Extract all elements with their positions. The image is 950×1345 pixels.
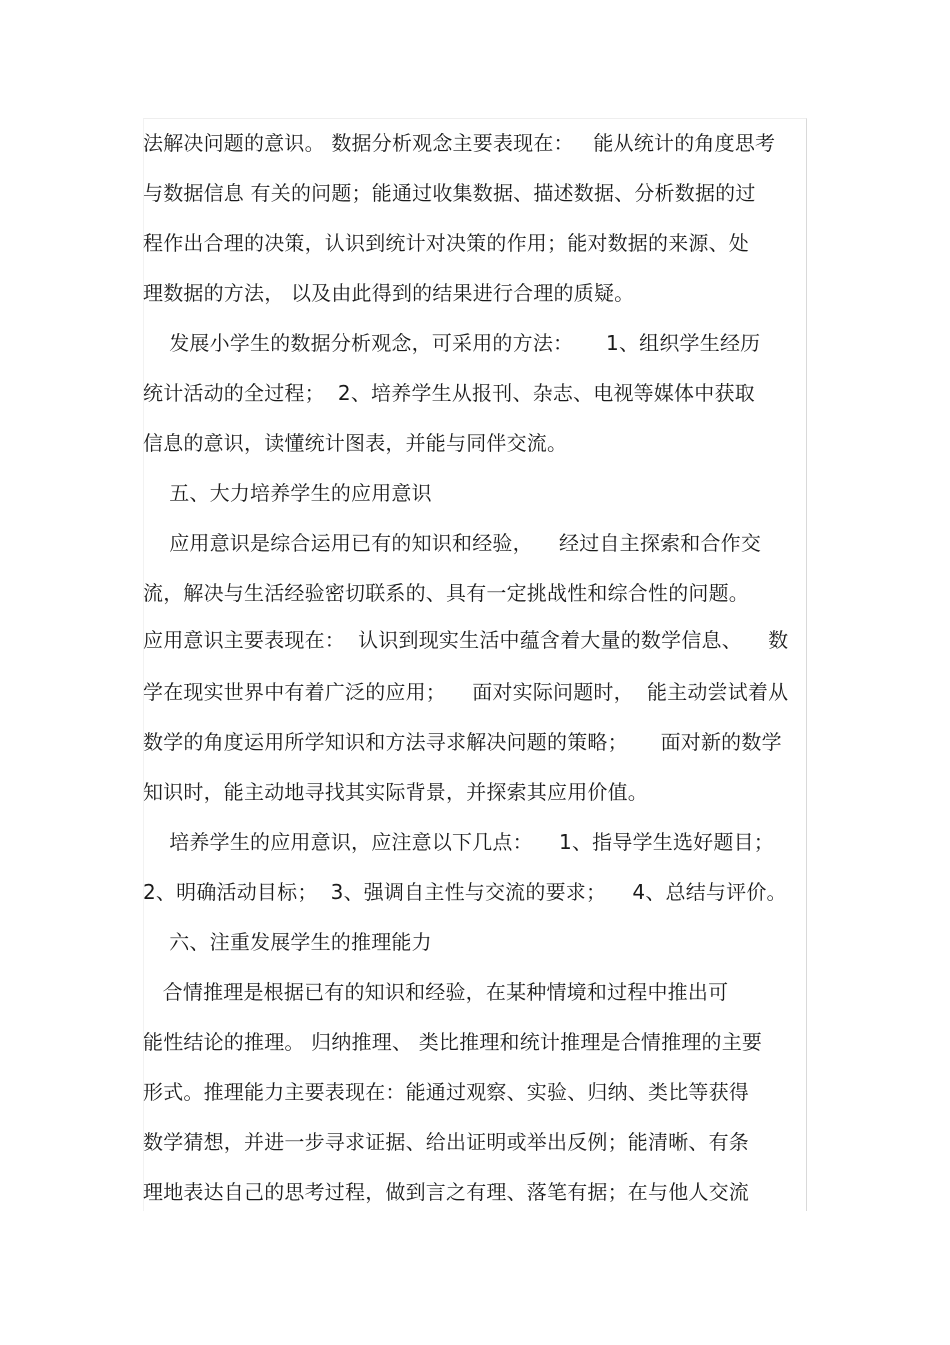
text-line: 应用意识主要表现在： 认识到现实生活中蕴含着大量的数学信息、 数 xyxy=(143,628,789,652)
text-line: 法解决问题的意识。 数据分析观念主要表现在： 能从统计的角度思考 xyxy=(143,131,776,155)
text-line: 合情推理是根据已有的知识和经验，在某种情境和过程中推出可 xyxy=(143,980,729,1004)
text-line: 理数据的方法， 以及由此得到的结果进行合理的质疑。 xyxy=(143,281,635,305)
text-line: 程作出合理的决策，认识到统计对决策的作用；能对数据的来源、处 xyxy=(143,231,749,255)
text-line: 2、明确活动目标； 3、强调自主性与交流的要求； 4、总结与评价。 xyxy=(143,880,787,904)
text-line: 五、大力培养学生的应用意识 xyxy=(143,481,432,505)
text-line: 能性结论的推理。 归纳推理、 类比推理和统计推理是合情推理的主要 xyxy=(143,1030,763,1054)
text-line: 应用意识是综合运用已有的知识和经验， 经过自主探索和合作交 xyxy=(143,531,762,555)
text-line: 理地表达自己的思考过程，做到言之有理、落笔有据；在与他人交流 xyxy=(143,1180,749,1204)
text-line: 数学的角度运用所学知识和方法寻求解决问题的策略； 面对新的数学 xyxy=(143,730,782,754)
text-line: 发展小学生的数据分析观念，可采用的方法： 1、组织学生经历 xyxy=(143,331,761,355)
text-line: 与数据信息 有关的问题；能通过收集数据、描述数据、分析数据的过 xyxy=(143,181,756,205)
text-line: 流，解决与生活经验密切联系的、具有一定挑战性和综合性的问题。 xyxy=(143,581,749,605)
text-line: 学在现实世界中有着广泛的应用； 面对实际问题时， 能主动尝试着从 xyxy=(143,680,789,704)
text-line: 形式。推理能力主要表现在：能通过观察、实验、归纳、类比等获得 xyxy=(143,1080,749,1104)
text-line: 信息的意识，读懂统计图表，并能与同伴交流。 xyxy=(143,431,568,455)
text-line: 知识时，能主动地寻找其实际背景，并探索其应用价值。 xyxy=(143,780,648,804)
text-line: 六、注重发展学生的推理能力 xyxy=(143,930,432,954)
text-line: 统计活动的全过程； 2、培养学生从报刊、杂志、电视等媒体中获取 xyxy=(143,381,755,405)
text-line: 数学猜想，并进一步寻求证据、给出证明或举出反例；能清晰、有条 xyxy=(143,1130,749,1154)
text-line: 培养学生的应用意识，应注意以下几点： 1、指导学生选好题目； xyxy=(143,830,774,854)
